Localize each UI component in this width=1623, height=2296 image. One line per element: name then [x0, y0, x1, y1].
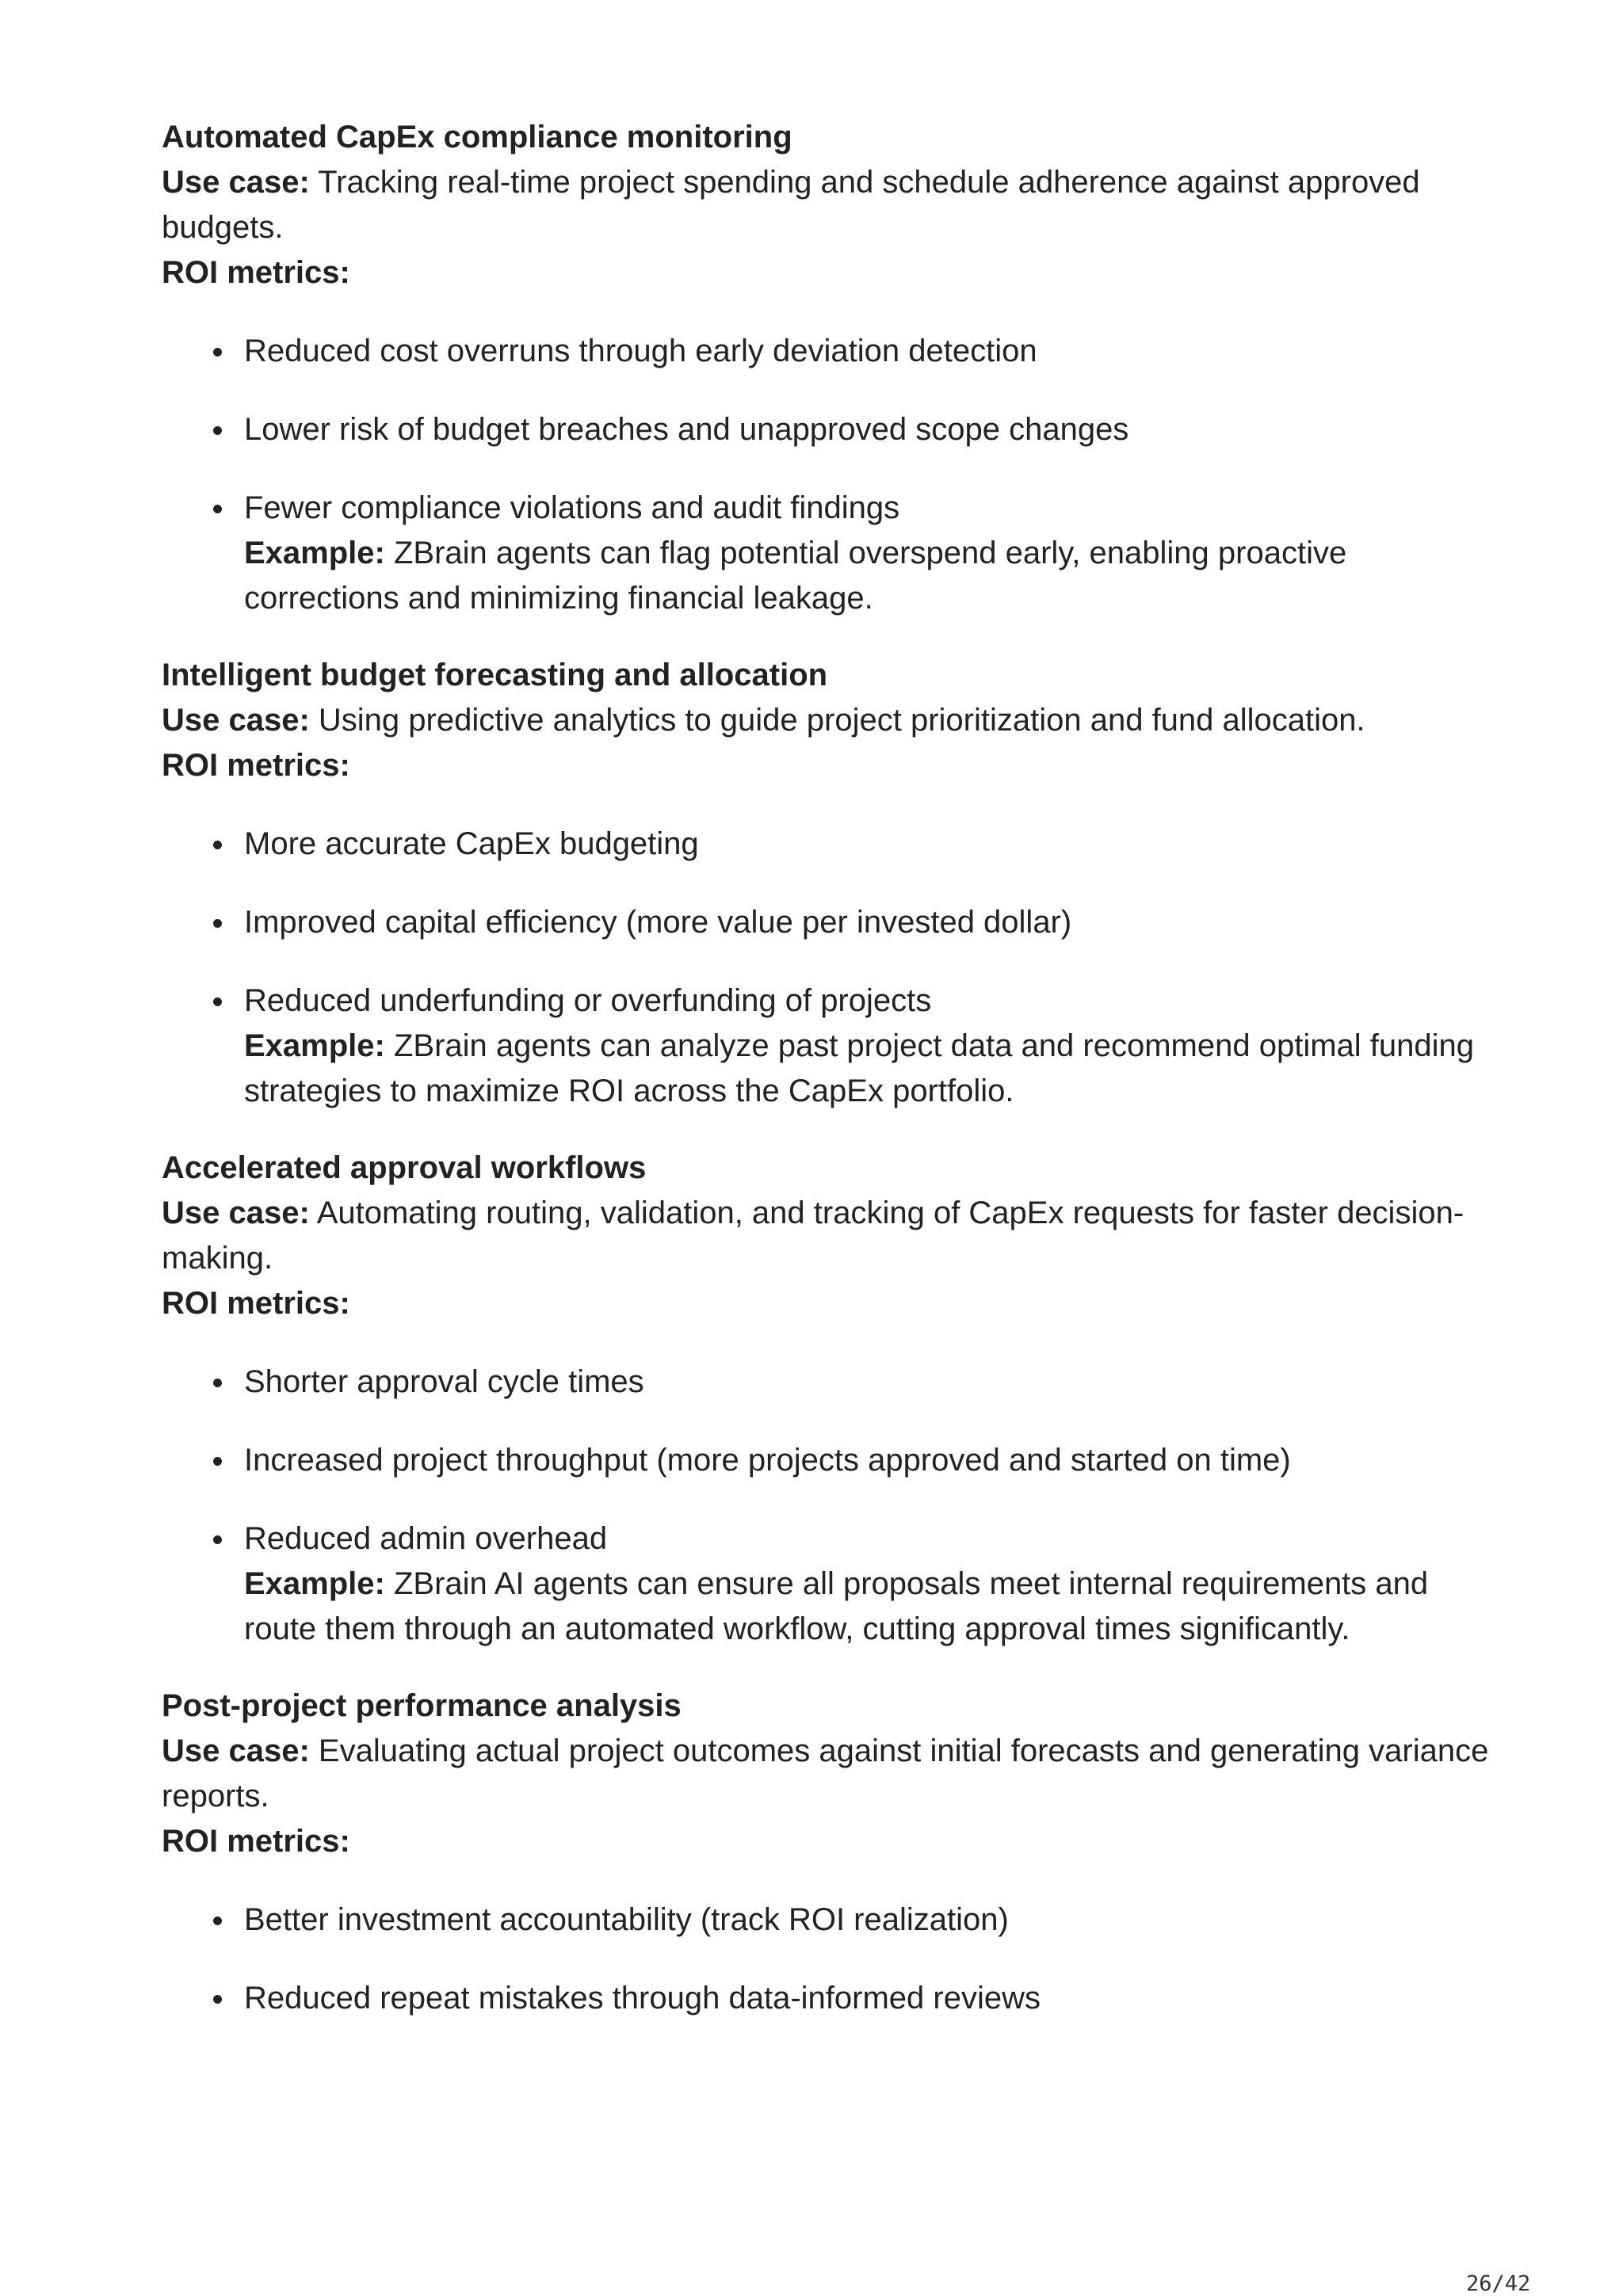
list-item-text: Reduced admin overhead — [244, 1521, 608, 1556]
list-item — [244, 1360, 1493, 1405]
list-item-text: Lower risk of budget breaches and unapproved scope changes — [244, 412, 1129, 447]
list-item — [244, 822, 1493, 867]
list-item-text: Reduced repeat mistakes through data-informed reviews — [244, 1981, 1041, 2016]
use-case — [162, 1729, 1493, 1819]
example-label: Example: — [244, 1028, 385, 1063]
list-item-text: Better investment accountability (track ROI realization) — [244, 1902, 1009, 1937]
example — [244, 531, 1493, 621]
list-item — [244, 486, 1493, 621]
use-case — [162, 1191, 1493, 1281]
list-item — [244, 900, 1493, 945]
use-case-text: Tracking real-time project spending and schedule adherence against approved budgets. — [162, 165, 1420, 245]
use-case-text: Automating routing, validation, and tracking of CapEx requests for faster decision-making. — [162, 1196, 1465, 1276]
list-item — [244, 329, 1493, 374]
use-case-label: Use case: — [162, 165, 310, 200]
list-item — [244, 1516, 1493, 1652]
roi-metrics-label: ROI metrics: — [162, 1286, 350, 1321]
list-item — [244, 407, 1493, 452]
list-item — [244, 1438, 1493, 1483]
roi-metrics-label: ROI metrics: — [162, 1824, 350, 1859]
section-budget-forecasting — [162, 653, 1493, 1114]
page-number: 26/42 — [1466, 2271, 1531, 2296]
example — [244, 1562, 1493, 1652]
section-post-project-analysis — [162, 1684, 1493, 2021]
example-text: ZBrain agents can analyze past project data and recommend optimal funding strategies to maximize ROI across the CapEx portfolio. — [244, 1028, 1474, 1108]
list-item-text: Improved capital efficiency (more value per invested dollar) — [244, 905, 1072, 940]
use-case — [162, 698, 1493, 743]
roi-metrics-list — [162, 822, 1493, 1114]
example-label: Example: — [244, 1566, 385, 1601]
use-case-label: Use case: — [162, 703, 310, 738]
roi-metrics-list — [162, 1897, 1493, 2021]
roi-metrics-list — [162, 1360, 1493, 1652]
document-body — [162, 115, 1493, 2053]
list-item-text: Reduced underfunding or overfunding of projects — [244, 983, 932, 1018]
roi-metrics-list — [162, 329, 1493, 621]
example — [244, 1024, 1493, 1114]
example-text: ZBrain AI agents can ensure all proposals meet internal requirements and route them through an automated workflow, cutting approval times significantly. — [244, 1566, 1429, 1646]
list-item-text: Reduced cost overruns through early deviation detection — [244, 334, 1037, 368]
use-case-label: Use case: — [162, 1196, 310, 1230]
section-title: Intelligent budget forecasting and allocation — [162, 658, 828, 692]
example-label: Example: — [244, 536, 385, 570]
roi-metrics-label: ROI metrics: — [162, 255, 350, 290]
use-case-label: Use case: — [162, 1733, 310, 1768]
use-case-text: Using predictive analytics to guide project prioritization and fund allocation. — [309, 703, 1365, 738]
list-item — [244, 1976, 1493, 2021]
use-case — [162, 160, 1493, 250]
list-item — [244, 978, 1493, 1114]
section-title: Accelerated approval workflows — [162, 1150, 647, 1185]
section-title: Automated CapEx compliance monitoring — [162, 120, 792, 154]
section-title: Post-project performance analysis — [162, 1688, 682, 1723]
list-item-text: More accurate CapEx budgeting — [244, 826, 699, 861]
use-case-text: Evaluating actual project outcomes against initial forecasts and generating variance reports. — [162, 1733, 1489, 1814]
list-item-text: Fewer compliance violations and audit findings — [244, 490, 900, 525]
list-item-text: Increased project throughput (more projects approved and started on time) — [244, 1443, 1291, 1478]
example-text: ZBrain agents can flag potential overspend early, enabling proactive corrections and minimizing financial leakage. — [244, 536, 1347, 616]
section-approval-workflows — [162, 1146, 1493, 1652]
roi-metrics-label: ROI metrics: — [162, 748, 350, 783]
section-capex-compliance — [162, 115, 1493, 621]
list-item-text: Shorter approval cycle times — [244, 1364, 644, 1399]
list-item — [244, 1897, 1493, 1943]
